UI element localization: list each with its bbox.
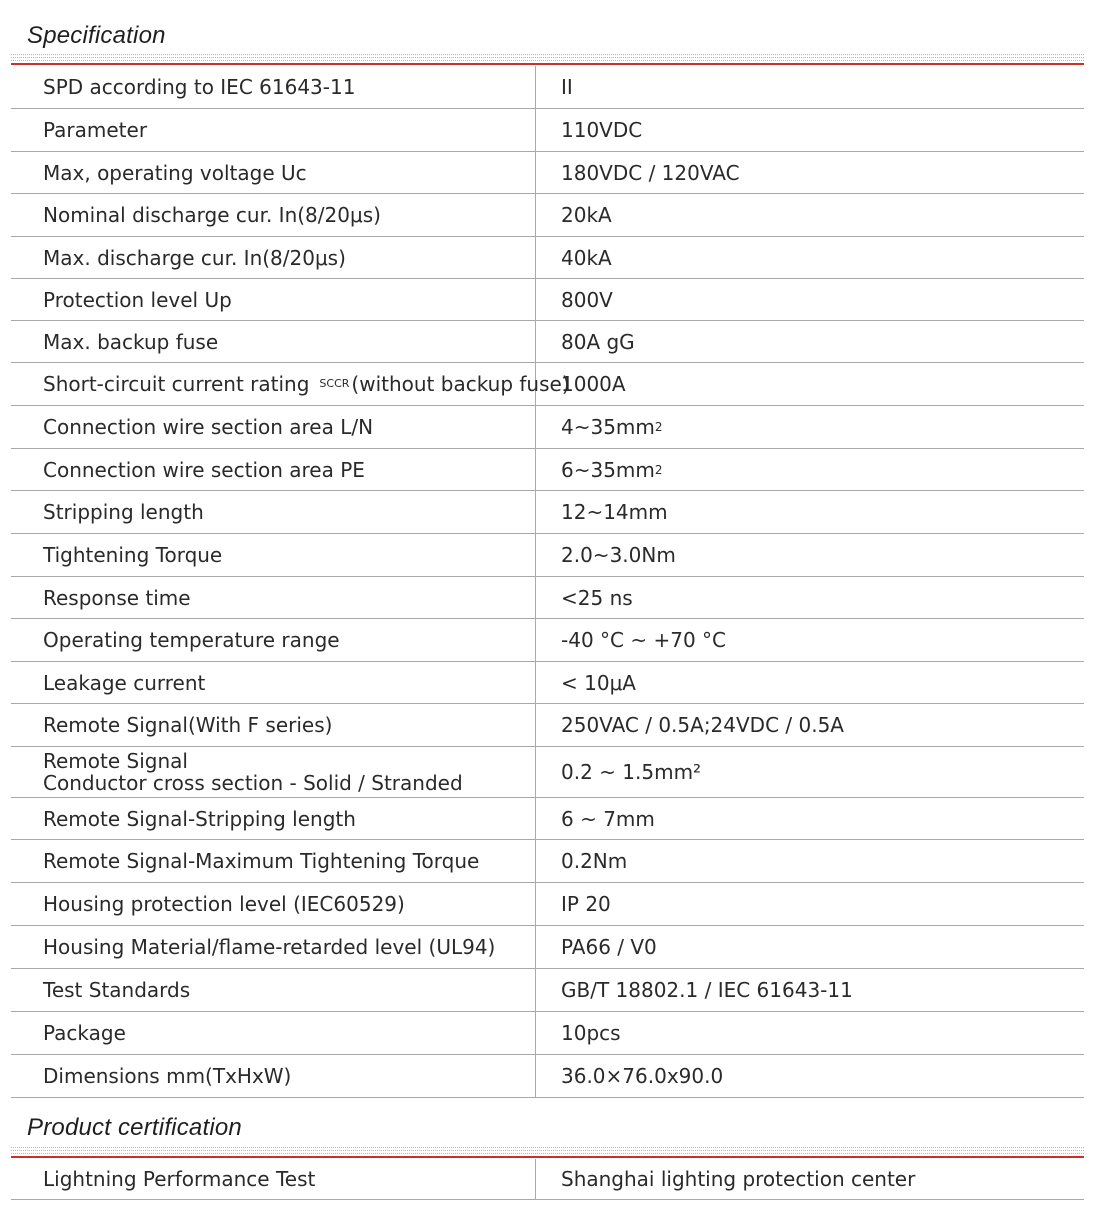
table-row (11, 237, 1084, 279)
table-row (11, 926, 1084, 969)
row-value-superscript: 2 (654, 420, 663, 434)
row-label: Lightning Performance Test (11, 1159, 536, 1199)
table-row (11, 363, 1084, 406)
row-value: 110VDC (561, 118, 643, 142)
table-row (11, 619, 1084, 662)
row-label: Connection wire section area L/N (11, 406, 536, 448)
row-value: -40 °C ~ +70 °C (561, 628, 726, 652)
row-value: 1000A (561, 372, 626, 396)
table-row (11, 840, 1084, 883)
table-row (11, 662, 1084, 704)
row-label: Protection level Up (11, 279, 536, 320)
row-label: Dimensions mm(TxHxW) (11, 1055, 536, 1097)
row-label: Test Standards (11, 969, 536, 1011)
row-value: 10pcs (561, 1021, 621, 1045)
table-row (11, 194, 1084, 237)
row-value: < 10μA (561, 670, 636, 695)
row-value: 20kA (561, 203, 612, 227)
row-label: Parameter (11, 109, 536, 151)
row-value: PA66 / V0 (561, 935, 657, 959)
row-value: 80A gG (561, 329, 635, 354)
specification-table (11, 66, 1084, 1098)
row-value: 0.2Nm (561, 849, 628, 873)
row-value-main: 4~35mm (561, 415, 655, 439)
row-label: Max, operating voltage Uc (11, 152, 536, 193)
row-label-main: Short-circuit current rating (43, 372, 310, 396)
row-label (11, 363, 570, 405)
table-row (11, 1159, 1084, 1200)
table-row (11, 798, 1084, 840)
row-label-line1: Remote Signal (43, 749, 188, 773)
row-label: SPD according to IEC 61643-11 (11, 66, 536, 108)
table-row (11, 449, 1084, 491)
row-label (11, 747, 536, 797)
table-row (11, 1055, 1084, 1098)
table-row (11, 747, 1084, 798)
row-label: Nominal discharge cur. In(8/20μs) (11, 194, 536, 236)
specification-header-rule (11, 54, 1084, 66)
table-row (11, 704, 1084, 747)
row-label-line2: Conductor cross section - Solid / Stranded (43, 771, 463, 795)
row-value: 6 ~ 7mm (561, 806, 655, 831)
table-row (11, 1012, 1084, 1055)
row-value-superscript: 2 (654, 462, 663, 477)
row-value (536, 449, 1084, 490)
row-value: IP 20 (561, 892, 611, 916)
table-row (11, 969, 1084, 1012)
table-row (11, 109, 1084, 152)
row-value: 36.0×76.0x90.0 (561, 1064, 724, 1088)
row-label: Response time (11, 577, 536, 618)
certification-table (11, 1159, 1084, 1200)
row-label: Operating temperature range (11, 619, 536, 661)
row-label: Stripping length (11, 491, 536, 533)
row-value (536, 406, 1084, 448)
row-value: 0.2 ~ 1.5mm² (561, 760, 702, 784)
row-label: Remote Signal-Stripping length (11, 798, 536, 839)
certification-title: Product certification (27, 1114, 242, 1141)
row-value: II (561, 75, 573, 99)
table-row (11, 279, 1084, 321)
table-row (11, 577, 1084, 619)
row-label-tail: (without backup fuse) (351, 372, 570, 396)
row-label: Max. discharge cur. In(8/20μs) (11, 237, 536, 278)
row-value: GB/T 18802.1 / IEC 61643-11 (561, 978, 853, 1002)
specification-title: Specification (27, 22, 166, 49)
row-label: Housing protection level (IEC60529) (11, 883, 536, 925)
row-label: Leakage current (11, 662, 536, 703)
row-value: 12~14mm (561, 500, 668, 524)
certification-header-rule (11, 1147, 1084, 1159)
row-value: Shanghai lighting protection center (561, 1167, 916, 1191)
table-row (11, 152, 1084, 194)
row-label: Housing Material/flame-retarded level (UL94) (11, 926, 536, 968)
row-label: Package (11, 1012, 536, 1054)
row-value: 2.0~3.0Nm (561, 543, 676, 567)
table-row (11, 883, 1084, 926)
table-row (11, 66, 1084, 109)
row-label: Tightening Torque (11, 534, 536, 576)
row-value: 800V (561, 287, 613, 312)
row-value: 250VAC / 0.5A;24VDC / 0.5A (561, 713, 844, 737)
table-row (11, 406, 1084, 449)
row-label-subscript: SCCR (319, 377, 350, 390)
row-value: 40kA (561, 245, 612, 270)
row-value-main: 6~35mm (561, 457, 655, 482)
row-value: <25 ns (561, 585, 633, 610)
row-label: Connection wire section area PE (11, 449, 536, 490)
row-value: 180VDC / 120VAC (561, 160, 740, 185)
table-row (11, 321, 1084, 363)
row-label: Max. backup fuse (11, 321, 536, 362)
row-label: Remote Signal(With F series) (11, 704, 536, 746)
table-row (11, 491, 1084, 534)
table-row (11, 534, 1084, 577)
row-label: Remote Signal-Maximum Tightening Torque (11, 840, 536, 882)
